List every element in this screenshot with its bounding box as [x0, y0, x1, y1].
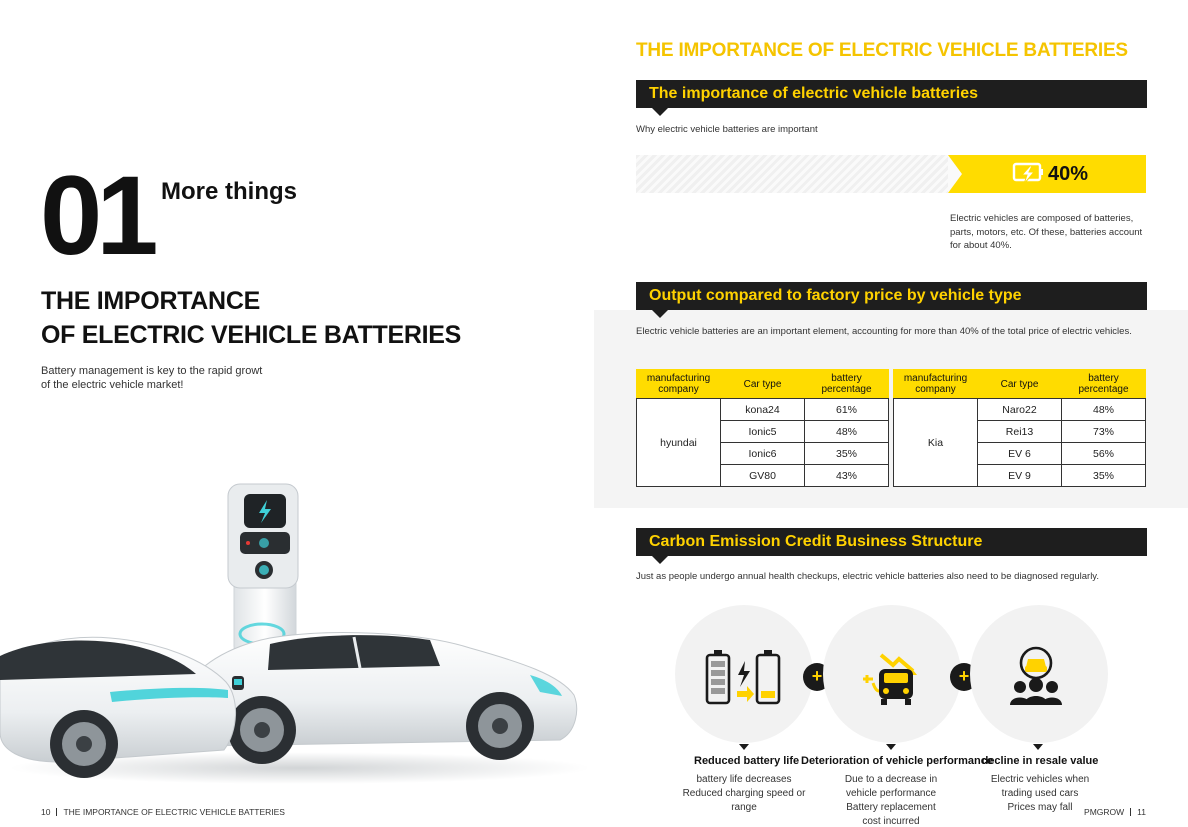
- footer-divider: [1130, 808, 1131, 816]
- section-intro-carbon: Just as people undergo annual health checkups, electric vehicle batteries also need to be diagnosed regularly.: [636, 571, 1099, 582]
- bar-note-line2: parts, motors, etc. Of these, batteries account: [950, 226, 1143, 238]
- battery-table-kia: [893, 369, 1146, 487]
- left-title: [41, 284, 461, 352]
- vehicle-decline-icon: [823, 605, 961, 743]
- pct-cell: 48%: [1062, 399, 1146, 421]
- car-cell: Ionic5: [721, 421, 805, 443]
- chapter-number: 01: [40, 153, 153, 278]
- section-header-importance-text: The importance of electric vehicle batteries: [649, 85, 979, 102]
- item-arrow: [886, 744, 896, 750]
- section-intro-importance: Why electric vehicle batteries are important: [636, 124, 818, 135]
- left-title-line2: OF ELECTRIC VEHICLE BATTERIES: [41, 321, 462, 349]
- section-header-notch: [652, 556, 668, 564]
- car-cell: GV80: [721, 465, 805, 487]
- charging-station: [228, 484, 298, 660]
- plus-icon: +: [803, 663, 831, 691]
- table-header-row: [637, 370, 889, 399]
- item-desc-line: Due to a decrease in: [844, 774, 938, 785]
- footer-brand: PMGROW: [1084, 807, 1125, 817]
- item-arrow: [739, 744, 749, 750]
- battery-charge-icon: [1012, 160, 1046, 188]
- bar-note-line1: Electric vehicles are composed of batteries,: [950, 213, 1134, 224]
- pct-cell: 73%: [1062, 421, 1146, 443]
- item-desc-line: trading used cars: [1001, 788, 1079, 799]
- left-footer: [41, 807, 285, 817]
- car-cell: EV 9: [978, 465, 1062, 487]
- circle-resale-value: [970, 605, 1108, 743]
- section-header-carbon-text: Carbon Emission Credit Business Structure: [649, 533, 983, 550]
- item-desc-line: vehicle performance: [845, 788, 937, 799]
- impact-circles: [675, 605, 1115, 745]
- item-desc-line: battery life decreases: [696, 774, 792, 785]
- car-cell: Rei13: [978, 421, 1062, 443]
- col-header-car-type: Car type: [978, 370, 1062, 399]
- right-footer: [1084, 807, 1146, 817]
- bar-chevron: [948, 155, 962, 193]
- item-desc-battery-life: [676, 773, 812, 815]
- section-header-importance: [636, 80, 1147, 108]
- col-header-battery-pct: battery percentage: [1062, 370, 1146, 399]
- item-desc-line: range: [731, 802, 757, 813]
- left-desc-line1: Battery management is key to the rapid growt: [41, 365, 263, 377]
- battery-share-note: [950, 212, 1150, 253]
- chapter-subtitle: More things: [161, 178, 297, 205]
- col-header-company: manufacturing company: [637, 370, 721, 399]
- car-cell: EV 6: [978, 443, 1062, 465]
- pct-cell: 43%: [805, 465, 889, 487]
- right-page-title: THE IMPORTANCE OF ELECTRIC VEHICLE BATTERIES: [636, 40, 1128, 61]
- left-footer-text: THE IMPORTANCE OF ELECTRIC VEHICLE BATTERIES: [63, 807, 285, 817]
- item-desc-line: Reduced charging speed or: [682, 788, 806, 799]
- car-cell: Ionic6: [721, 443, 805, 465]
- battery-share-bar-fill: [948, 155, 1146, 193]
- table-row: [894, 399, 1146, 421]
- pct-cell: 61%: [805, 399, 889, 421]
- item-title-resale: decline in resale value: [981, 755, 1099, 767]
- left-page-number: 10: [41, 807, 51, 817]
- table-header-row: [894, 370, 1146, 399]
- ev-charging-illustration: [0, 470, 594, 800]
- left-desc-line2: of the electric vehicle market!: [41, 379, 184, 391]
- col-header-battery-pct: battery percentage: [805, 370, 889, 399]
- section-intro-output: Electric vehicle batteries are an important element, accounting for more than 40% of the total price of electric vehicles.: [636, 326, 1132, 337]
- section-header-notch: [652, 310, 668, 318]
- battery-table-hyundai: [636, 369, 889, 487]
- item-arrow: [1033, 744, 1043, 750]
- section-header-carbon: [636, 528, 1147, 556]
- item-desc-line: cost incurred: [862, 816, 920, 827]
- item-desc-performance: [823, 773, 959, 827]
- item-desc-line: Battery replacement: [846, 802, 936, 813]
- pct-cell: 56%: [1062, 443, 1146, 465]
- circle-performance: [823, 605, 961, 743]
- car-cell: Naro22: [978, 399, 1062, 421]
- battery-share-bar-track: [636, 155, 956, 193]
- circle-battery-life: [675, 605, 813, 743]
- car-cell: kona24: [721, 399, 805, 421]
- item-title-battery-life: Reduced battery life: [694, 755, 800, 767]
- section-header-output: [636, 282, 1147, 310]
- resale-decline-icon: [970, 605, 1108, 743]
- table-row: [637, 399, 889, 421]
- battery-share-percent: 40%: [1048, 163, 1089, 185]
- plus-icon: +: [950, 663, 978, 691]
- col-header-car-type: Car type: [721, 370, 805, 399]
- item-title-performance: Deterioration of vehicle performance: [801, 755, 993, 767]
- footer-divider: [56, 808, 57, 816]
- item-desc-line: Electric vehicles when: [990, 774, 1090, 785]
- company-cell: Kia: [894, 399, 978, 487]
- left-description: [41, 364, 281, 392]
- pct-cell: 48%: [805, 421, 889, 443]
- section-header-output-text: Output compared to factory price by vehicle type: [649, 287, 1022, 304]
- battery-degrade-icon: [675, 605, 813, 743]
- pct-cell: 35%: [1062, 465, 1146, 487]
- company-cell: hyundai: [637, 399, 721, 487]
- left-title-line1: THE IMPORTANCE: [41, 287, 260, 315]
- item-desc-line: Prices may fall: [1007, 802, 1073, 813]
- col-header-company: manufacturing company: [894, 370, 978, 399]
- right-page-number: 11: [1137, 807, 1146, 817]
- section-header-notch: [652, 108, 668, 116]
- pct-cell: 35%: [805, 443, 889, 465]
- bar-note-line3: for about 40%.: [950, 240, 1012, 251]
